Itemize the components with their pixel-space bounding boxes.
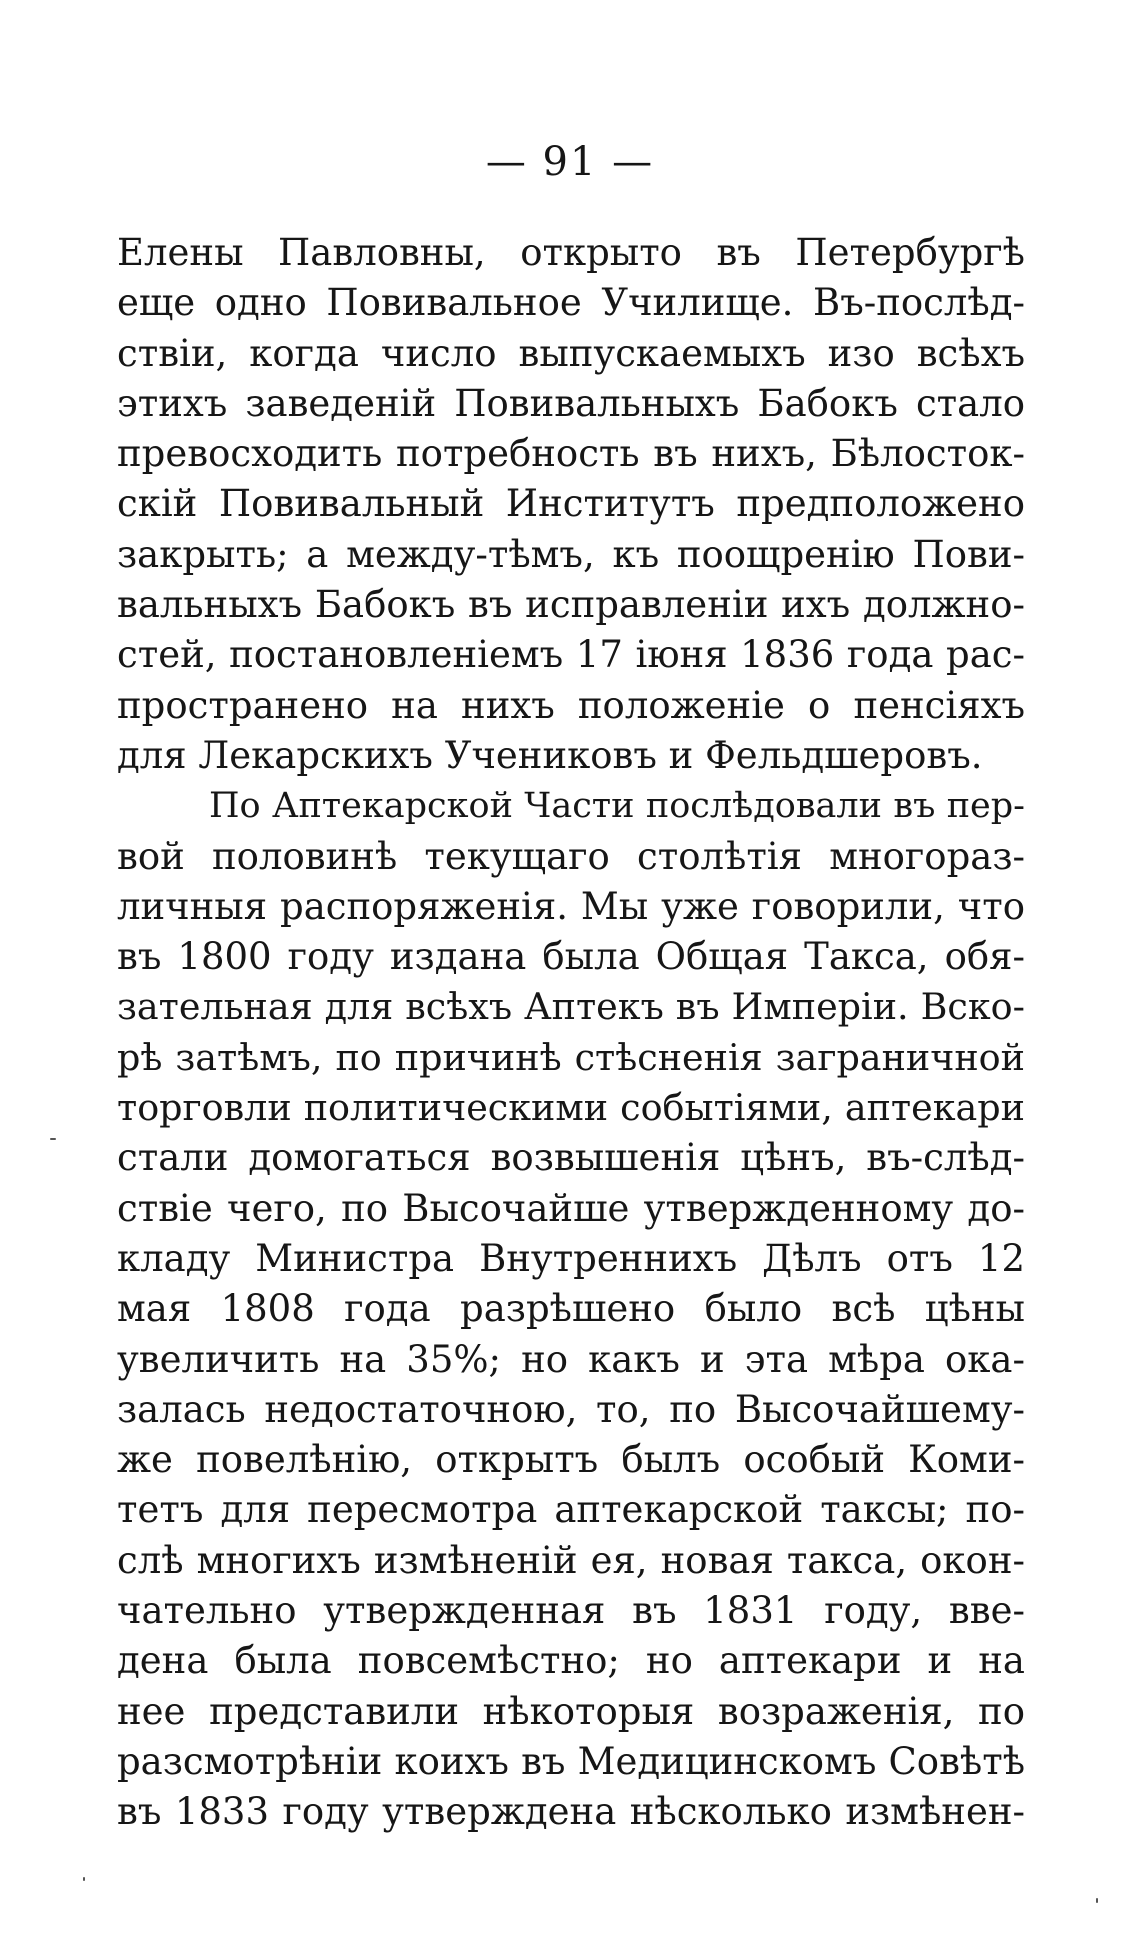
text-line: пространено на нихъ положеніе о пенсіяхъ bbox=[117, 683, 1025, 727]
text-line: въ 1833 году утверждена нѣсколько измѣнен- bbox=[117, 1790, 1025, 1834]
text-line: вой половинѣ текущаго столѣтія многораз- bbox=[117, 834, 1025, 878]
text-line: стали домогаться возвышенія цѣнъ, въ-слѣд- bbox=[117, 1136, 1025, 1180]
text-line: мая 1808 года разрѣшено было всѣ цѣны bbox=[117, 1287, 1025, 1331]
text-line: вальныхъ Бабокъ въ исправленіи ихъ должно- bbox=[117, 583, 1025, 627]
text-line: слѣ многихъ измѣненій ея, новая такса, окон- bbox=[117, 1538, 1025, 1582]
text-line: же повелѣнію, открытъ былъ особый Коми- bbox=[117, 1438, 1025, 1482]
text-line: превосходить потребность въ нихъ, Бѣлосток- bbox=[117, 432, 1025, 476]
paper-speck bbox=[83, 1877, 85, 1881]
text-line: зательная для всѣхъ Аптекъ въ Имперіи. Вско- bbox=[117, 985, 1025, 1029]
paper-speck bbox=[50, 1138, 56, 1140]
text-line: торговли политическими событіями, аптекари bbox=[117, 1086, 1025, 1130]
text-line: Елены Павловны, открыто въ Петербургѣ bbox=[117, 231, 1025, 274]
text-line: увеличить на 35%; но какъ и эта мѣра ока- bbox=[117, 1337, 1025, 1381]
text-line: дена была повсемѣстно; но аптекари и на bbox=[117, 1639, 1025, 1683]
paper-speck bbox=[1096, 1898, 1098, 1903]
text-line: личныя распоряженія. Мы уже говорили, что bbox=[117, 884, 1025, 928]
text-line: въ 1800 году издана была Общая Такса, обя- bbox=[117, 935, 1025, 979]
text-line: еще одно Повивальное Училище. Въ-послѣд- bbox=[117, 281, 1025, 325]
text-line: тетъ для пересмотра аптекарской таксы; по- bbox=[117, 1488, 1025, 1532]
text-line: нее представили нѣкоторыя возраженія, по bbox=[117, 1689, 1025, 1733]
text-line: для Лекарскихъ Учениковъ и Фельдшеровъ. bbox=[117, 733, 983, 777]
text-line: рѣ затѣмъ, по причинѣ стѣсненія заграничной bbox=[117, 1035, 1025, 1079]
text-line: залась недостаточною, то, по Высочайшему- bbox=[117, 1387, 1025, 1431]
text-line: кладу Министра Внутреннихъ Дѣлъ отъ 12 bbox=[117, 1236, 1025, 1280]
text-line: этихъ заведеній Повивальныхъ Бабокъ стало bbox=[117, 381, 1025, 425]
text-line: ствіе чего, по Высочайше утвержденному до- bbox=[117, 1186, 1025, 1230]
text-line: скій Повивальный Институтъ предположено bbox=[117, 482, 1025, 526]
text-line: закрыть; а между-тѣмъ, къ поощренію Пови- bbox=[117, 532, 1025, 576]
text-line: чательно утвержденная въ 1831 году, вве- bbox=[117, 1589, 1025, 1633]
text-line: ствіи, когда число выпускаемыхъ изо всѣхъ bbox=[117, 331, 1025, 375]
paragraph-first-line: По Аптекарской Части послѣдовали въ пер- bbox=[209, 786, 1025, 827]
text-line: разсмотрѣніи коихъ въ Медицинскомъ Совѣтѣ bbox=[117, 1739, 1025, 1783]
page-number: — 91 — bbox=[485, 139, 655, 185]
text-line: стей, постановленіемъ 17 іюня 1836 года рас- bbox=[117, 633, 1025, 677]
body-text bbox=[117, 228, 1025, 1838]
